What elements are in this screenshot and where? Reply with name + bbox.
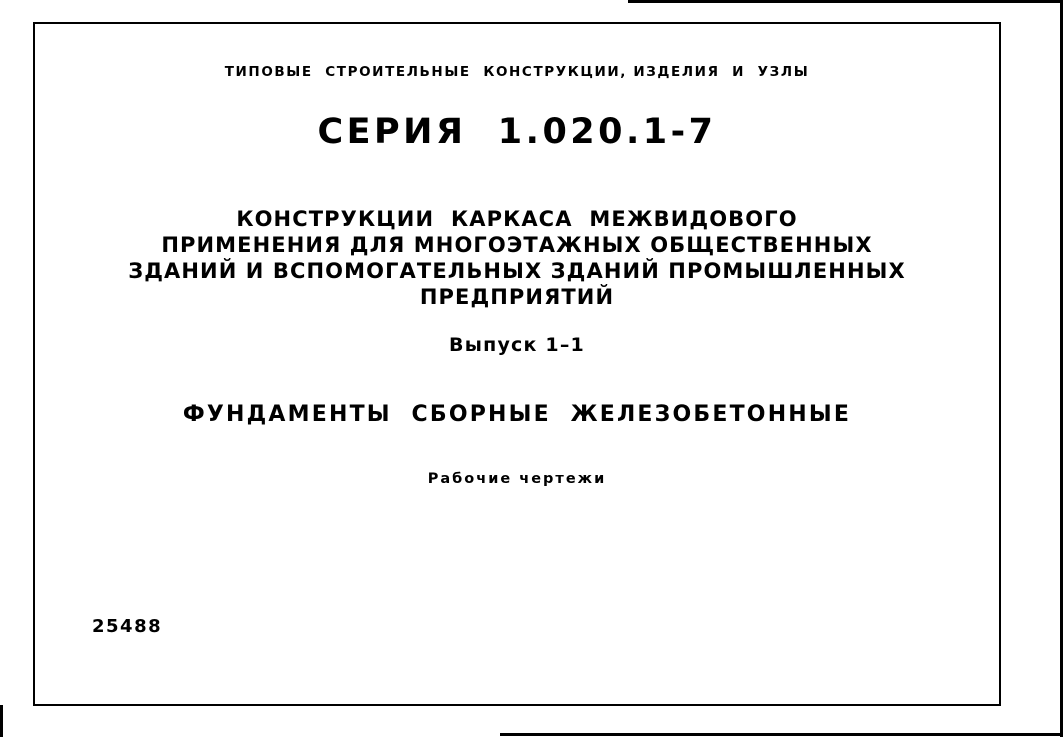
scan-edge-bottom [500,733,1063,736]
scan-edge-top [628,0,1063,3]
title-line-4: ПРЕДПРИЯТИЙ [419,285,615,309]
issue-number: Выпуск 1–1 [449,334,585,356]
title-line-2: ПРИМЕНЕНИЯ ДЛЯ МНОГОЭТАЖНЫХ ОБЩЕСТВЕННЫХ [161,233,873,257]
document-subject: ФУНДАМЕНТЫ СБОРНЫЕ ЖЕЛЕЗОБЕТОННЫЕ [182,402,852,427]
document-frame [33,22,1001,706]
series-number: СЕРИЯ 1.020.1-7 [317,112,717,152]
scan-edge-left [0,705,3,737]
document-code: 25488 [92,616,163,637]
title-line-3: ЗДАНИЙ И ВСПОМОГАТЕЛЬНЫХ ЗДАНИЙ ПРОМЫШЛЕННЫХ [128,259,906,283]
document-type: Рабочие чертежи [427,471,607,487]
title-page-content [35,24,999,704]
title-line-1: КОНСТРУКЦИИ КАРКАСА МЕЖВИДОВОГО [236,207,798,231]
document-title [35,206,999,310]
document-kicker: ТИПОВЫЕ СТРОИТЕЛЬНЫЕ КОНСТРУКЦИИ, ИЗДЕЛИЯ И УЗЛЫ [224,64,810,80]
